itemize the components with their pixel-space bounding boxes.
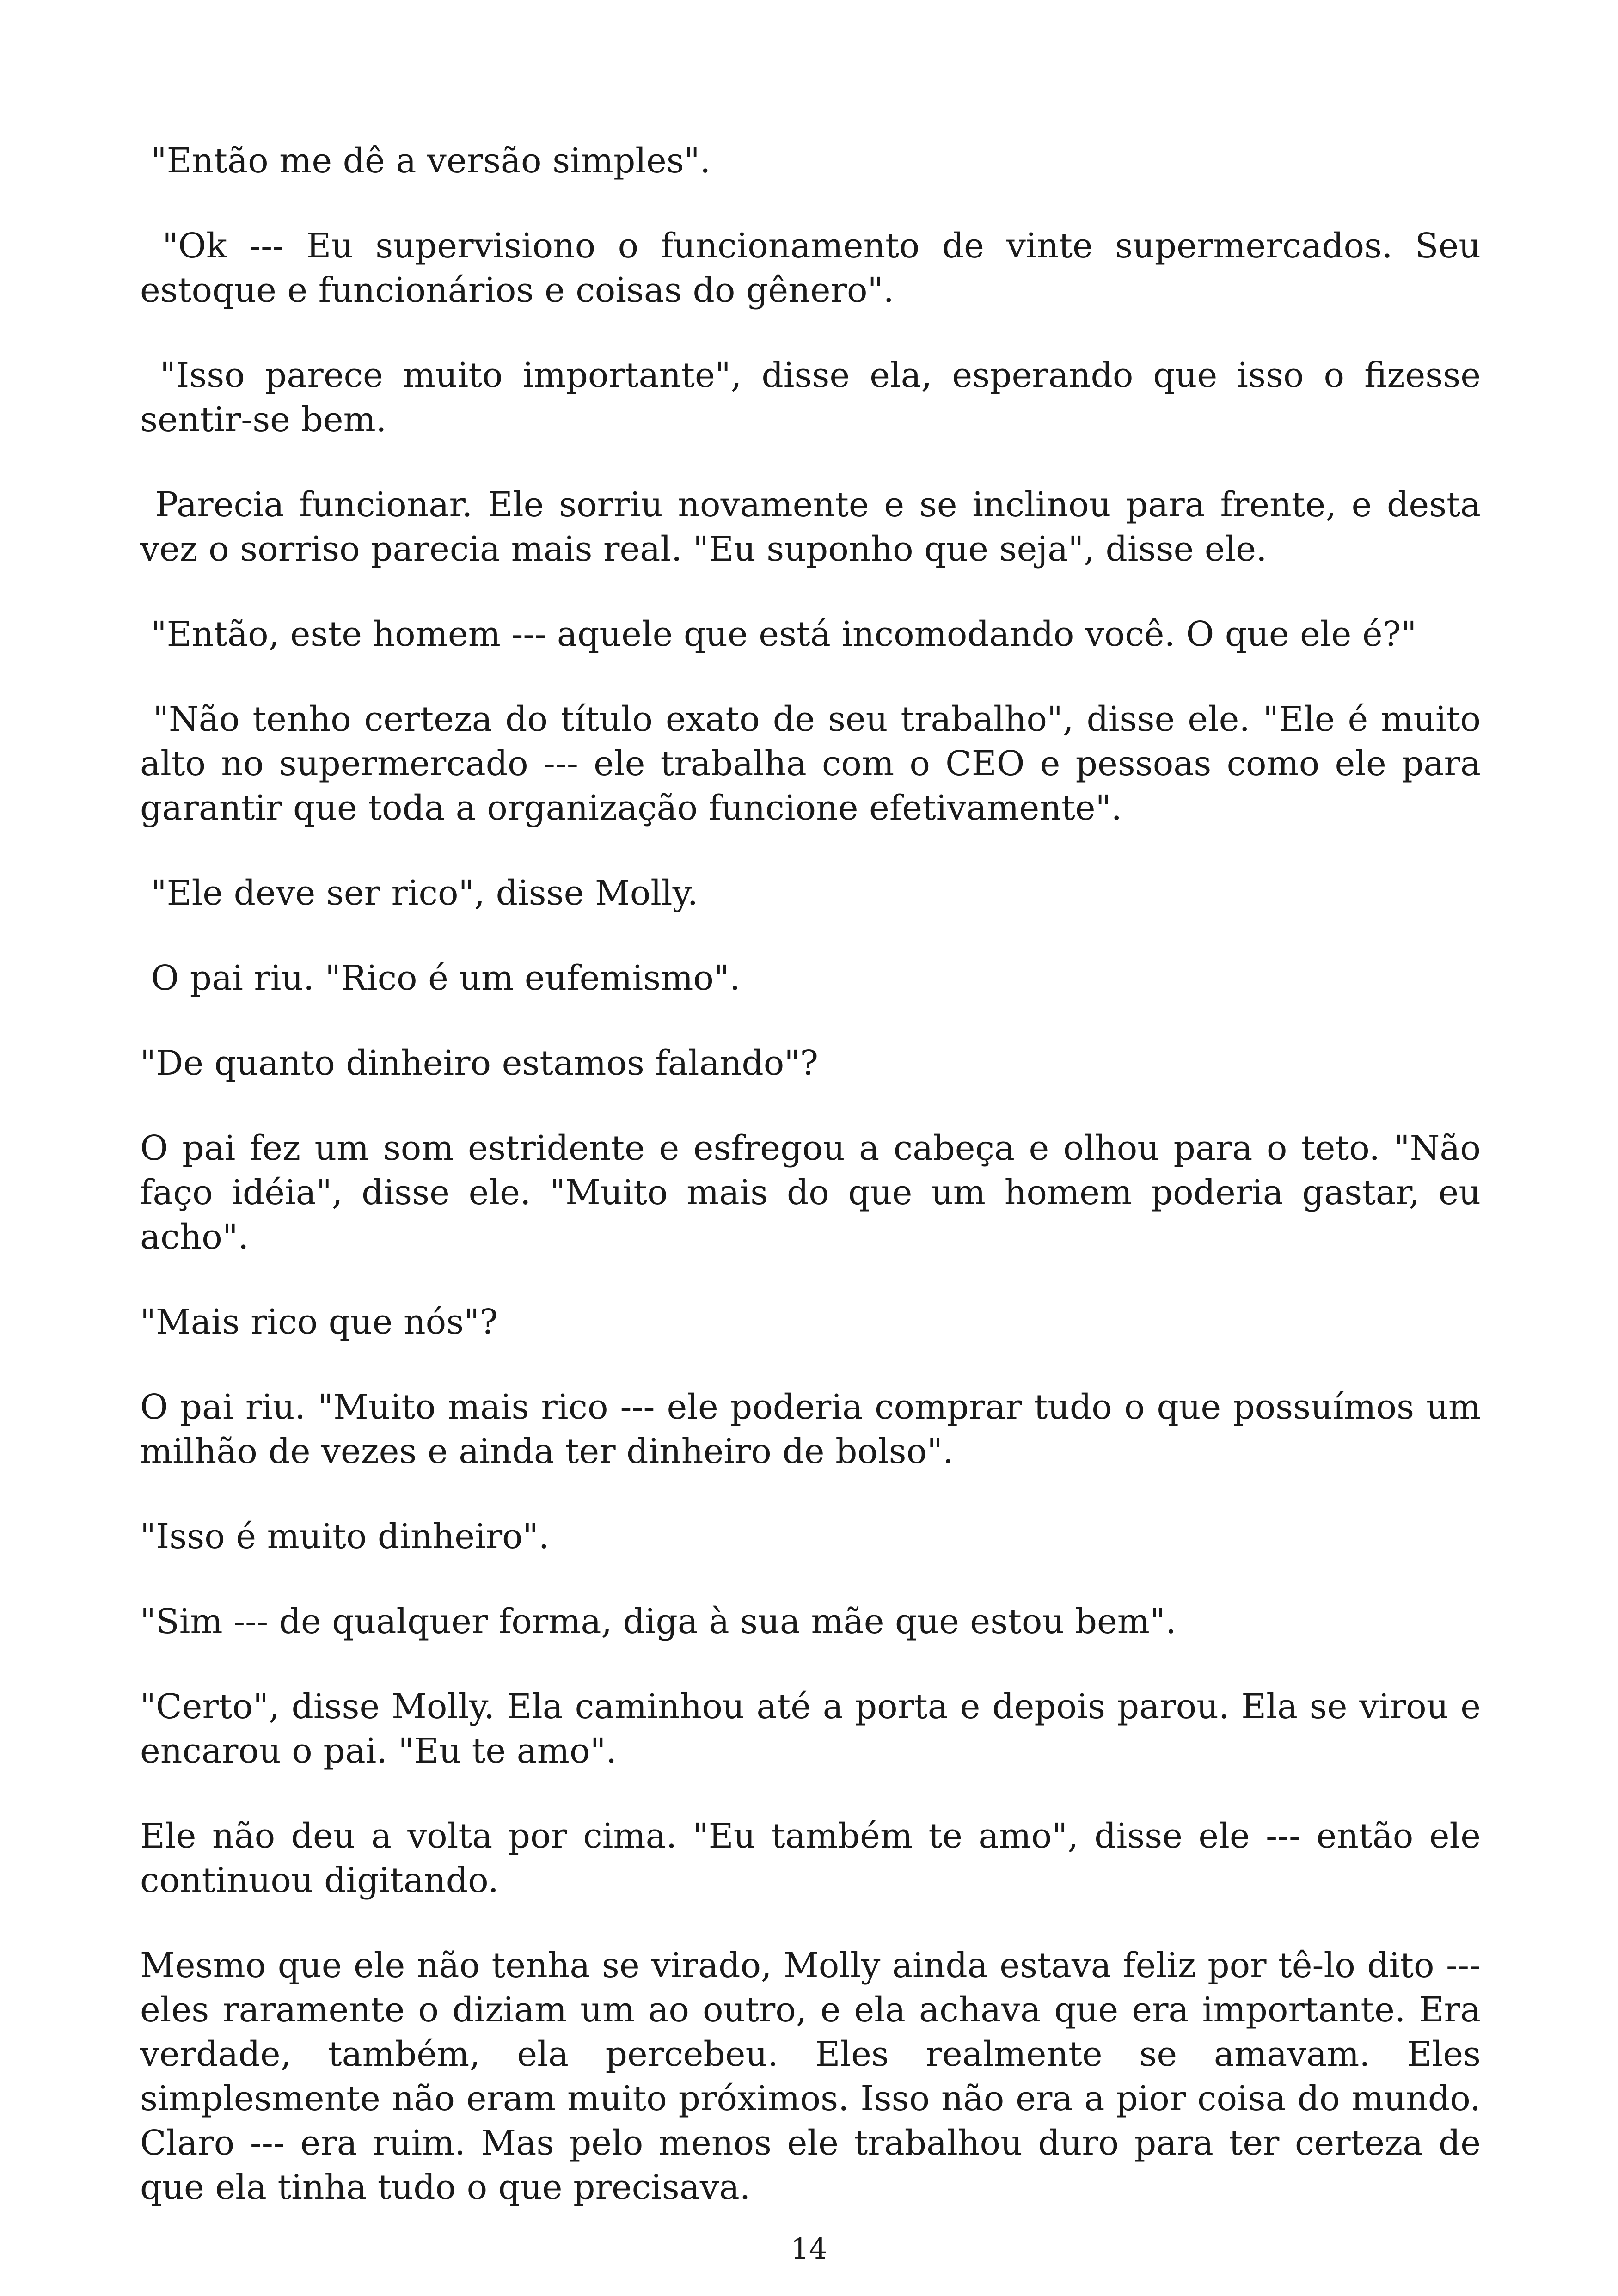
paragraph: O pai riu. "Muito mais rico --- ele poderia comprar tudo o que possuímos um milhão de vezes e ainda ter dinheiro de bolso".: [140, 1387, 1492, 1471]
paragraph: Ele não deu a volta por cima. "Eu também te amo", disse ele --- então ele continuou digitando.: [140, 1816, 1492, 1900]
paragraph: "Então, este homem --- aquele que está incomodando você. O que ele é?": [140, 614, 1417, 654]
paragraph: "Certo", disse Molly. Ela caminhou até a porta e depois parou. Ela se virou e encarou o pai. "Eu te amo".: [140, 1687, 1492, 1771]
paragraph: "De quanto dinheiro estamos falando"?: [140, 1043, 818, 1083]
paragraph: "Sim --- de qualquer forma, diga à sua mãe que estou bem".: [140, 1602, 1177, 1641]
paragraph: "Não tenho certeza do título exato de seu trabalho", disse ele. "Ele é muito alto no supermercado --- ele trabalha com o CEO e pessoas como ele para garantir que toda a organização funcione efetivamente".: [140, 699, 1492, 828]
paragraph: "Isso parece muito importante", disse ela, esperando que isso o fizesse sentir-se bem.: [140, 355, 1492, 440]
paragraph: "Mais rico que nós"?: [140, 1302, 498, 1342]
paragraph: Mesmo que ele não tenha se virado, Molly ainda estava feliz por tê-lo dito --- eles raramente o diziam um ao outro, e ela achava que era importante. Era verdade, também, ela percebeu. Eles realmente se amavam. Eles simplesmente não eram muito próximos. Isso não era a pior coisa do mundo. Claro --- era ruim. Mas pelo menos ele trabalhou duro para ter certeza de que ela tinha tudo o que precisava.: [140, 1946, 1492, 2207]
text-body: [140, 139, 1492, 2250]
paragraph: Parecia funcionar. Ele sorriu novamente e se inclinou para frente, e desta vez o sorriso parecia mais real. "Eu suponho que seja", disse ele.: [140, 485, 1492, 569]
paragraph: "Então me dê a versão simples".: [140, 141, 711, 181]
paragraph: O pai fez um som estridente e esfregou a cabeça e olhou para o teto. "Não faço idéia", disse ele. "Muito mais do que um homem poderia gastar, eu acho".: [140, 1128, 1492, 1257]
paragraph: "Isso é muito dinheiro".: [140, 1517, 550, 1556]
page-number: 14: [791, 2232, 827, 2265]
paragraph: O pai riu. "Rico é um eufemismo".: [140, 958, 741, 998]
paragraph: "Ok --- Eu supervisiono o funcionamento de vinte supermercados. Seu estoque e funcionários e coisas do gênero".: [140, 226, 1492, 310]
paragraph: "Ele deve ser rico", disse Molly.: [140, 873, 699, 913]
